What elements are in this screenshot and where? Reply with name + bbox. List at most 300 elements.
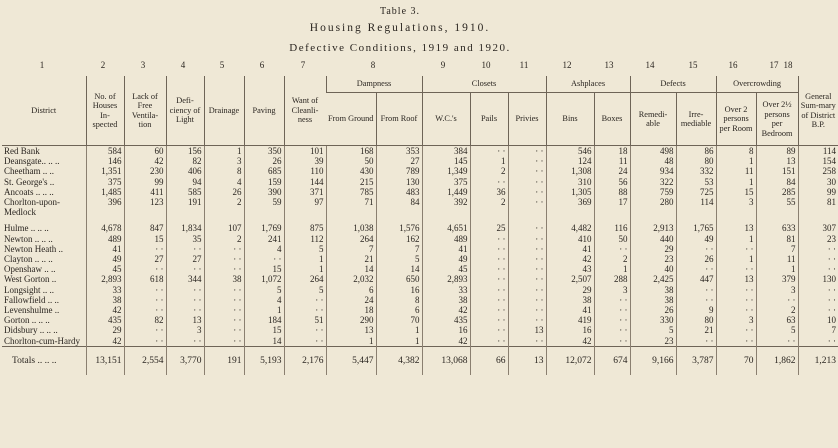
totals-row	[2, 346, 838, 375]
table-cell: 42	[86, 305, 124, 315]
table-cell: 332	[676, 166, 716, 176]
table-cell: 1,038	[326, 223, 376, 233]
table-cell: 2,425	[630, 274, 676, 284]
table-cell: 60	[124, 146, 166, 157]
table-cell: 1,769	[244, 223, 284, 233]
table-row	[2, 305, 838, 315]
table-cell: · ·	[508, 274, 546, 284]
table-cell: 21	[676, 325, 716, 335]
table-cell: 130	[798, 274, 838, 284]
table-cell: 406	[166, 166, 204, 176]
table-cell: 130	[376, 177, 422, 187]
column-number: 1	[39, 60, 45, 70]
table-cell: · ·	[798, 295, 838, 305]
table-cell: 80	[676, 315, 716, 325]
table-cell: 112	[284, 234, 326, 244]
table-cell: · ·	[798, 285, 838, 295]
table-cell: 1	[716, 177, 756, 187]
table-body	[2, 146, 838, 347]
table-cell: · ·	[166, 295, 204, 305]
table-cell: 440	[630, 234, 676, 244]
table-cell: 159	[244, 177, 284, 187]
table-cell: 7	[326, 244, 376, 254]
totals-cell: 4,382	[376, 346, 422, 375]
header-defects: Defects	[630, 76, 716, 93]
table-cell	[326, 207, 376, 217]
table-cell	[630, 207, 676, 217]
table-cell: · ·	[676, 336, 716, 347]
table-cell: 82	[166, 156, 204, 166]
table-cell: 99	[798, 187, 838, 197]
district-name: Medlock	[4, 207, 36, 218]
table-cell: 24	[326, 295, 376, 305]
table-cell: 725	[676, 187, 716, 197]
table-cell: · ·	[508, 146, 546, 157]
table-cell: 392	[422, 197, 470, 207]
district-name: Gorton .. .. ..	[4, 315, 50, 326]
table-cell: 38	[630, 295, 676, 305]
table-cell: 110	[284, 166, 326, 176]
table-subtitle: Defective Conditions, 1919 and 1920.	[289, 42, 511, 54]
header-drainage: Drainage	[204, 76, 244, 146]
table-cell: 369	[546, 197, 594, 207]
table-cell: · ·	[716, 325, 756, 335]
table-cell: 5	[756, 325, 798, 335]
table-cell: 84	[376, 197, 422, 207]
table-cell: 80	[676, 156, 716, 166]
table-cell: 38	[630, 285, 676, 295]
table-cell	[676, 207, 716, 217]
table-cell: 785	[326, 187, 376, 197]
table-cell: 56	[594, 177, 630, 187]
table-cell: 258	[798, 166, 838, 176]
table-cell: 330	[630, 315, 676, 325]
table-cell	[798, 207, 838, 217]
table-cell: · ·	[470, 285, 508, 295]
table-cell: · ·	[204, 325, 244, 335]
table-cell: 1,072	[244, 274, 284, 284]
table-row	[2, 274, 838, 284]
column-number: 15	[688, 60, 698, 70]
header-paving: Paving	[244, 76, 284, 146]
table-cell: 4	[204, 177, 244, 187]
totals-cell: 5,193	[244, 346, 284, 375]
table-cell: · ·	[204, 295, 244, 305]
table-cell	[546, 207, 594, 217]
table-cell: 10	[798, 315, 838, 325]
table-row	[2, 336, 838, 347]
table-cell: 230	[124, 166, 166, 176]
table-cell: 99	[124, 177, 166, 187]
district-name: Red Bank	[4, 146, 40, 156]
header-overcrowding: Overcrowding	[716, 76, 798, 93]
table-cell: 2	[204, 234, 244, 244]
column-number: 10	[481, 60, 491, 70]
table-cell: 48	[630, 156, 676, 166]
table-cell	[244, 207, 284, 217]
table-cell: · ·	[508, 285, 546, 295]
table-cell	[166, 207, 204, 217]
table-cell	[716, 207, 756, 217]
table-cell: 38	[546, 295, 594, 305]
table-cell: 759	[630, 187, 676, 197]
table-cell: 84	[756, 177, 798, 187]
table-cell: · ·	[798, 336, 838, 347]
table-cell: 86	[676, 146, 716, 157]
table-number: Table 3.	[379, 6, 421, 17]
table-cell: 144	[284, 177, 326, 187]
table-cell: 5	[630, 325, 676, 335]
table-cell: 8	[204, 166, 244, 176]
table-cell: 584	[86, 146, 124, 157]
table-cell: 18	[326, 305, 376, 315]
header-per-room: Over 2 persons per Room	[716, 93, 756, 146]
table-cell: 27	[166, 254, 204, 264]
column-number: 6	[259, 60, 265, 70]
table-cell: 30	[798, 177, 838, 187]
table-cell: 2	[756, 305, 798, 315]
header-damp-roof: From Roof	[376, 93, 422, 146]
table-cell: 1	[470, 156, 508, 166]
table-cell: 18	[594, 146, 630, 157]
table-cell: 33	[422, 285, 470, 295]
table-cell: 6	[326, 285, 376, 295]
table-cell: 59	[244, 197, 284, 207]
table-cell: 396	[86, 197, 124, 207]
table-cell: 2,032	[326, 274, 376, 284]
column-number: 7	[300, 60, 306, 70]
table-cell: · ·	[204, 315, 244, 325]
table-row	[2, 285, 838, 295]
table-cell: · ·	[798, 264, 838, 274]
table-cell: 411	[124, 187, 166, 197]
table-cell: · ·	[284, 336, 326, 347]
table-cell: · ·	[716, 336, 756, 347]
table-cell: 26	[244, 156, 284, 166]
table-cell: 8	[376, 295, 422, 305]
table-cell: 55	[756, 197, 798, 207]
table-cell: 97	[284, 197, 326, 207]
table-cell: 375	[422, 177, 470, 187]
table-cell: · ·	[470, 264, 508, 274]
table-cell: 81	[756, 234, 798, 244]
table-cell: 3	[756, 285, 798, 295]
header-houses: No. of Houses In-spected	[86, 76, 124, 146]
table-cell: 33	[86, 285, 124, 295]
header-ashplaces: Ashplaces	[546, 76, 630, 93]
table-cell: 41	[546, 244, 594, 254]
table-cell: 3	[716, 315, 756, 325]
table-cell: 29	[630, 244, 676, 254]
table-cell: 16	[376, 285, 422, 295]
table-cell: 9	[676, 305, 716, 315]
district-name: Ancoats .. .. ..	[4, 186, 54, 197]
table-cell: · ·	[284, 295, 326, 305]
column-number: 18	[783, 60, 793, 70]
table-cell: 36	[470, 187, 508, 197]
totals-label: Totals .. .. ..	[2, 346, 86, 375]
table-cell: 410	[546, 234, 594, 244]
table-cell: · ·	[470, 274, 508, 284]
table-cell: 241	[244, 234, 284, 244]
table-cell: · ·	[508, 315, 546, 325]
district-name: Chorlton-upon-	[4, 197, 60, 208]
table-cell: · ·	[594, 295, 630, 305]
table-cell: 3	[716, 197, 756, 207]
table-cell: · ·	[124, 336, 166, 347]
table-cell: 375	[86, 177, 124, 187]
district-name: Cheetham .. ..	[4, 166, 54, 177]
table-cell: 26	[630, 305, 676, 315]
table-cell: 27	[124, 254, 166, 264]
table-cell: · ·	[798, 244, 838, 254]
table-cell: 15	[244, 325, 284, 335]
table-cell: 8	[716, 146, 756, 157]
column-number: 13	[604, 60, 614, 70]
defective-conditions-table	[2, 76, 838, 375]
table-cell: 24	[594, 166, 630, 176]
table-cell: 2,507	[546, 274, 594, 284]
table-cell	[756, 207, 798, 217]
table-cell: 1	[376, 325, 422, 335]
table-cell: 934	[630, 166, 676, 176]
table-cell: 40	[630, 264, 676, 274]
table-cell: 49	[86, 254, 124, 264]
totals-cell: 13	[508, 346, 546, 375]
table-cell: 1	[716, 156, 756, 166]
table-cell: 26	[204, 187, 244, 197]
table-cell: 38	[422, 295, 470, 305]
table-cell: · ·	[594, 336, 630, 347]
table-cell: 14	[326, 264, 376, 274]
table-cell: 1	[716, 234, 756, 244]
table-cell: 875	[284, 223, 326, 233]
table-cell: · ·	[124, 305, 166, 315]
table-cell: · ·	[470, 325, 508, 335]
table-row	[2, 295, 838, 305]
table-cell: 498	[630, 146, 676, 157]
table-cell: 280	[630, 197, 676, 207]
table-cell: · ·	[166, 305, 204, 315]
table-cell: · ·	[716, 295, 756, 305]
table-cell: · ·	[204, 244, 244, 254]
table-cell: · ·	[124, 295, 166, 305]
table-cell: · ·	[676, 264, 716, 274]
table-cell: 310	[546, 177, 594, 187]
header-pails: Pails	[470, 93, 508, 146]
totals-cell: 191	[204, 346, 244, 375]
table-row	[2, 264, 838, 274]
table-cell: 49	[422, 254, 470, 264]
table-cell: · ·	[124, 285, 166, 295]
table-cell: 353	[376, 146, 422, 157]
table-title: Housing Regulations, 1910.	[309, 22, 491, 34]
table-cell: 41	[422, 244, 470, 254]
table-cell: 1,351	[86, 166, 124, 176]
district-name: Newton .. .. ..	[4, 233, 53, 244]
column-number: 17	[769, 60, 779, 70]
table-cell: 1	[326, 336, 376, 347]
table-cell: 1,834	[166, 223, 204, 233]
table-cell: 1,308	[546, 166, 594, 176]
table-row	[2, 197, 838, 207]
table-cell: 618	[124, 274, 166, 284]
column-numbers	[0, 60, 800, 72]
table-cell: · ·	[470, 146, 508, 157]
table-cell: 3	[166, 325, 204, 335]
table-cell: · ·	[756, 295, 798, 305]
header-damp-ground: From Ground	[326, 93, 376, 146]
table-cell	[86, 207, 124, 217]
table-cell: 1	[756, 264, 798, 274]
header-general: General Sum-mary of District B.P.	[798, 76, 838, 146]
header-wcs: W.C.'s	[422, 93, 470, 146]
totals-cell: 3,787	[676, 346, 716, 375]
table-cell: · ·	[508, 223, 546, 233]
table-cell: · ·	[508, 166, 546, 176]
table-cell: 41	[86, 244, 124, 254]
table-cell: 264	[326, 234, 376, 244]
table-cell: 38	[86, 295, 124, 305]
table-cell: 447	[676, 274, 716, 284]
table-cell: 50	[326, 156, 376, 166]
table-cell: · ·	[594, 305, 630, 315]
table-cell: · ·	[284, 305, 326, 315]
table-cell: 15	[124, 234, 166, 244]
table-cell: 51	[284, 315, 326, 325]
table-cell: 17	[594, 197, 630, 207]
table-cell: 88	[594, 187, 630, 197]
table-cell: 13	[166, 315, 204, 325]
totals-cell: 66	[470, 346, 508, 375]
table-cell: 156	[166, 146, 204, 157]
table-cell: · ·	[798, 254, 838, 264]
table-cell: · ·	[594, 315, 630, 325]
table-cell: 145	[422, 156, 470, 166]
table-cell: 322	[630, 177, 676, 187]
table-cell: 45	[422, 264, 470, 274]
table-cell	[470, 207, 508, 217]
table-cell: 42	[422, 336, 470, 347]
table-cell: · ·	[508, 254, 546, 264]
header-bins: Bins	[546, 93, 594, 146]
table-cell: 53	[676, 177, 716, 187]
table-cell: 1,449	[422, 187, 470, 197]
table-cell: 1,349	[422, 166, 470, 176]
table-cell: · ·	[508, 187, 546, 197]
table-cell: · ·	[508, 244, 546, 254]
table-cell: 27	[376, 156, 422, 166]
table-cell: 2	[594, 254, 630, 264]
table-cell: 42	[546, 254, 594, 264]
table-cell: 154	[798, 156, 838, 166]
header-irremediable: Irre-mediable	[676, 93, 716, 146]
table-cell: 14	[376, 264, 422, 274]
table-cell: · ·	[204, 254, 244, 264]
table-cell: 45	[86, 264, 124, 274]
column-number: 3	[140, 60, 146, 70]
table-cell: 435	[422, 315, 470, 325]
table-cell: 25	[470, 223, 508, 233]
table-cell: 42	[546, 336, 594, 347]
table-cell: · ·	[508, 336, 546, 347]
header-light: Defi-ciency of Light	[166, 76, 204, 146]
table-cell	[124, 207, 166, 217]
header-boxes: Boxes	[594, 93, 630, 146]
header-ventilation: Lack of Free Ventila-tion	[124, 76, 166, 146]
table-cell: 42	[86, 336, 124, 347]
table-cell: 16	[546, 325, 594, 335]
table-cell: 162	[376, 234, 422, 244]
header-per-bedroom: Over 2½ persons per Bedroom	[756, 93, 798, 146]
table-cell: 288	[594, 274, 630, 284]
district-name: Chorlton-cum-Hardy	[4, 335, 80, 346]
table-cell: 29	[86, 325, 124, 335]
table-cell: · ·	[798, 305, 838, 315]
table-cell: 3	[594, 285, 630, 295]
table-cell: 489	[86, 234, 124, 244]
table-cell: · ·	[204, 305, 244, 315]
table-cell: 344	[166, 274, 204, 284]
totals-cell: 5,447	[326, 346, 376, 375]
table-cell: 2,893	[86, 274, 124, 284]
table-cell: 419	[546, 315, 594, 325]
totals-cell: 2,176	[284, 346, 326, 375]
table-cell: 4,651	[422, 223, 470, 233]
district-name: Didsbury .. .. ..	[4, 325, 58, 336]
table-cell: 49	[676, 234, 716, 244]
table-cell: 1	[204, 146, 244, 157]
table-row	[2, 234, 838, 244]
table-cell: 1,576	[376, 223, 422, 233]
table-row	[2, 325, 838, 335]
table-cell: 13	[508, 325, 546, 335]
table-cell: 71	[326, 197, 376, 207]
table-cell: 1,305	[546, 187, 594, 197]
column-number: 12	[562, 60, 572, 70]
totals-cell: 12,072	[546, 346, 594, 375]
table-cell: 546	[546, 146, 594, 157]
table-cell: 390	[244, 187, 284, 197]
table-cell: 151	[756, 166, 798, 176]
header-district: District	[2, 76, 86, 146]
table-cell: 184	[244, 315, 284, 325]
table-cell: 11	[594, 156, 630, 166]
table-row	[2, 177, 838, 187]
table-cell: · ·	[508, 156, 546, 166]
table-cell: · ·	[594, 325, 630, 335]
table-cell: 116	[594, 223, 630, 233]
column-number: 16	[728, 60, 738, 70]
table-cell: 2	[470, 166, 508, 176]
table-cell: · ·	[508, 197, 546, 207]
table-cell: 11	[716, 166, 756, 176]
table-cell: 685	[244, 166, 284, 176]
table-cell: 1	[284, 264, 326, 274]
table-cell: 94	[166, 177, 204, 187]
table-cell: 13	[756, 156, 798, 166]
table-cell: 1,765	[676, 223, 716, 233]
table-cell: · ·	[508, 295, 546, 305]
table-cell: · ·	[204, 285, 244, 295]
table-cell: 41	[546, 305, 594, 315]
table-cell: 89	[756, 146, 798, 157]
column-number: 4	[180, 60, 186, 70]
table-cell: 43	[546, 264, 594, 274]
table-cell: 13	[326, 325, 376, 335]
table-cell: 50	[594, 234, 630, 244]
table-cell: 4,678	[86, 223, 124, 233]
